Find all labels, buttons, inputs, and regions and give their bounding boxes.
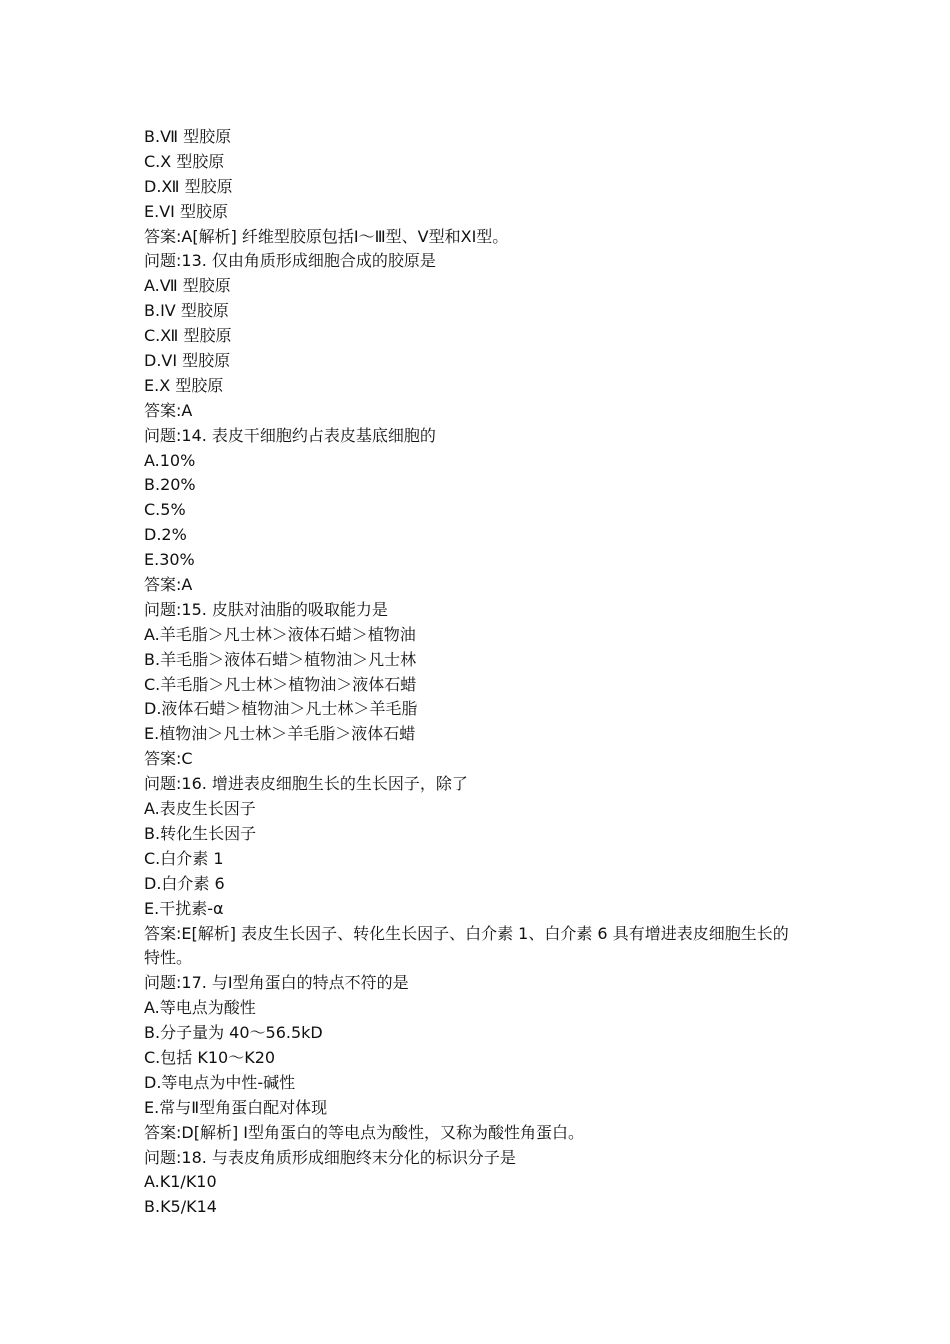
option-line: E.干扰素-α (144, 898, 224, 918)
option-line: B.Ⅶ 型胶原 (144, 127, 232, 146)
option-line: C.包括 K10～K20 (144, 1047, 276, 1067)
option-line: C.羊毛脂＞凡士林＞植物油＞液体石蜡 (144, 674, 417, 694)
answer-line-continuation: 特性。 (144, 948, 193, 968)
option-line: C.5% (144, 500, 186, 520)
answer-line: 答案:E[解析] 表皮生长因子、转化生长因子、白介素 1、白介素 6 具有增进表皮细胞生长的 (144, 923, 789, 943)
option-line: E.常与Ⅱ型角蛋白配对体现 (144, 1097, 328, 1117)
option-line: D.Ⅻ 型胶原 (144, 176, 233, 196)
option-line: B.20% (144, 475, 196, 495)
option-line: A.羊毛脂＞凡士林＞液体石蜡＞植物油 (144, 624, 416, 644)
answer-line: 答案:A[解析] 纤维型胶原包括Ⅰ～Ⅲ型、Ⅴ型和XI型。 (144, 226, 509, 246)
option-line: B.K5/K14 (144, 1197, 217, 1217)
answer-line: 答案:A (144, 575, 193, 595)
option-line: B.转化生长因子 (144, 823, 257, 843)
option-line: B.分子量为 40～56.5kD (144, 1023, 323, 1043)
option-line: D.2% (144, 525, 187, 545)
option-line: D.VI 型胶原 (144, 351, 231, 371)
option-line: A.等电点为酸性 (144, 998, 256, 1018)
option-line: E.VI 型胶原 (144, 201, 228, 221)
option-line: B.IV 型胶原 (144, 301, 229, 321)
option-line: C.Ⅹ 型胶原 (144, 151, 225, 171)
answer-line: 答案:D[解析] Ⅰ型角蛋白的等电点为酸性，又称为酸性角蛋白。 (144, 1122, 585, 1142)
option-line: A.Ⅶ 型胶原 (144, 276, 231, 296)
option-line: C.Ⅻ 型胶原 (144, 326, 232, 346)
option-line: A.10% (144, 450, 196, 470)
option-line: E.植物油＞凡士林＞羊毛脂＞液体石蜡 (144, 724, 416, 744)
question-line: 问题:15. 皮肤对油脂的吸取能力是 (144, 599, 388, 619)
option-line: C.白介素 1 (144, 848, 224, 868)
question-line: 问题:14. 表皮干细胞约占表皮基底细胞的 (144, 425, 436, 445)
option-line: E.Ⅹ 型胶原 (144, 375, 224, 395)
question-line: 问题:17. 与Ⅰ型角蛋白的特点不符的是 (144, 973, 409, 993)
option-line: D.液体石蜡＞植物油＞凡士林＞羊毛脂 (144, 699, 418, 719)
option-line: A.K1/K10 (144, 1172, 217, 1192)
question-line: 问题:16. 增进表皮细胞生长的生长因子，除了 (144, 774, 468, 794)
document-page (144, 125, 824, 1220)
answer-line: 答案:C (144, 749, 193, 769)
option-line: D.等电点为中性-碱性 (144, 1072, 296, 1092)
option-line: D.白介素 6 (144, 873, 225, 893)
option-line: A.表皮生长因子 (144, 799, 256, 819)
option-line: B.羊毛脂＞液体石蜡＞植物油＞凡士林 (144, 649, 417, 669)
answer-line: 答案:A (144, 400, 193, 420)
option-line: E.30% (144, 550, 195, 570)
question-line: 问题:18. 与表皮角质形成细胞终末分化的标识分子是 (144, 1147, 516, 1167)
question-line: 问题:13. 仅由角质形成细胞合成的胶原是 (144, 251, 436, 271)
